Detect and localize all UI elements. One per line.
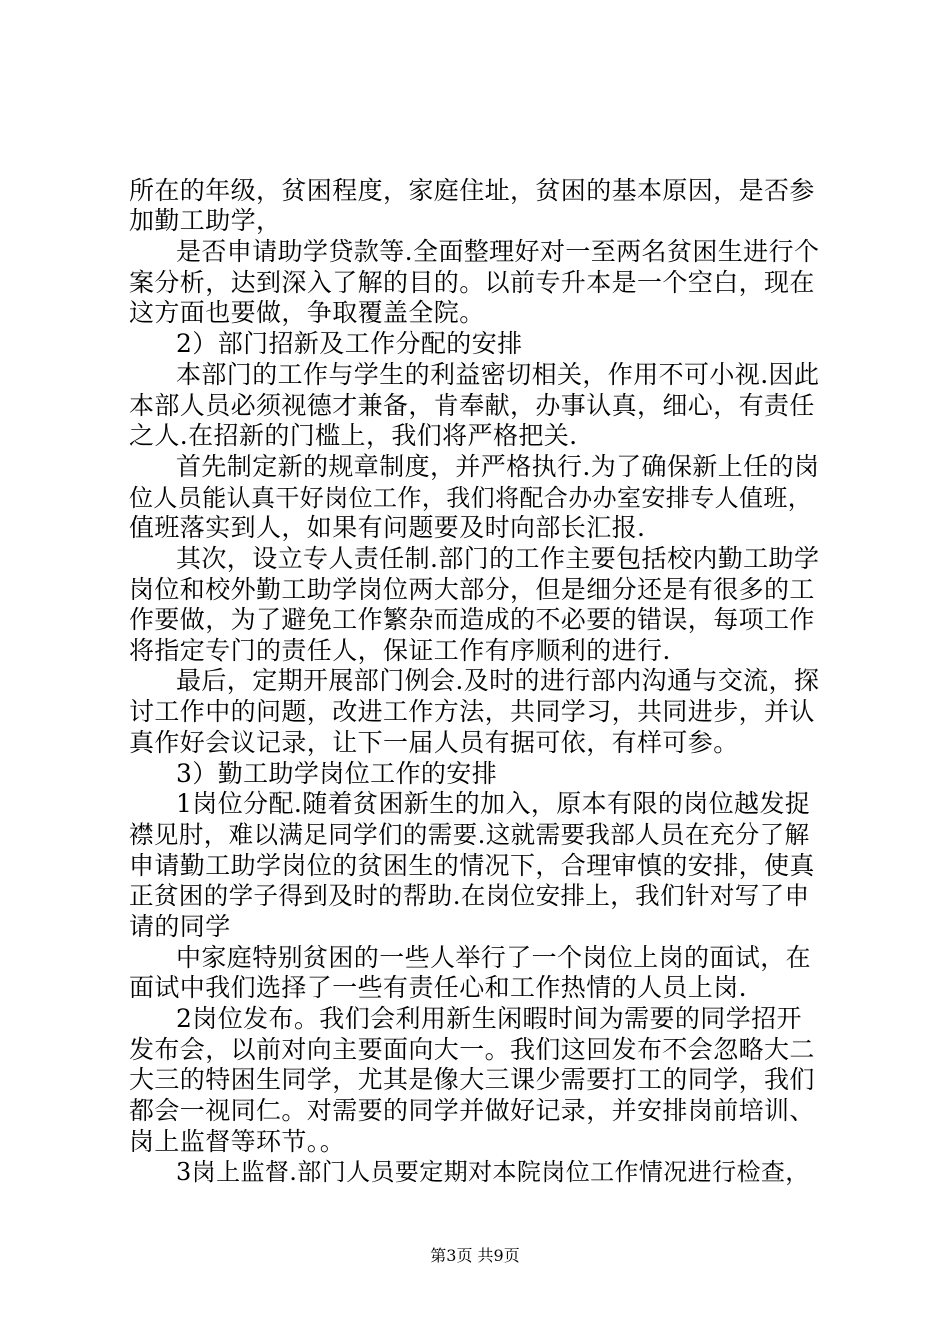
text-line: 位人员能认真干好岗位工作，我们将配合办办室安排专人值班， [129, 484, 813, 512]
text-line: 其次，设立专人责任制.部门的工作主要包括校内勤工助学 [176, 544, 820, 573]
page-footer: 第3页 共9页 [430, 1246, 520, 1265]
text-line: 真作好会议记录，让下一届人员有据可依，有样可参。 [129, 728, 739, 757]
text-line: 首先制定新的规章制度，并严格执行.为了确保新上任的岗 [176, 452, 820, 481]
text-line: 加勤工助学， [129, 206, 282, 235]
text-line: 之人.在招新的门槛上，我们将严格把关. [129, 421, 578, 450]
section-heading: 3）勤工助学岗位工作的安排 [176, 759, 498, 788]
text-line: 所在的年级，贫困程度，家庭住址，贫困的基本原因，是否参 [129, 176, 815, 205]
text-line: 值班落实到人，如果有问题要及时向部长汇报. [129, 513, 646, 542]
text-line: 岗位和校外勤工助学岗位两大部分，但是细分还是有很多的工 [129, 575, 815, 604]
section-heading: 2）部门招新及工作分配的安排 [176, 329, 523, 358]
text-line: 中家庭特别贫困的一些人举行了一个岗位上岗的面试，在 [176, 943, 812, 972]
text-line: 请的同学 [129, 912, 231, 941]
text-line: 正贫困的学子得到及时的帮助.在岗位安排上，我们针对写了申 [129, 881, 810, 910]
text-line: 2岗位发布。我们会利用新生闲暇时间为需要的同学招开 [176, 1004, 802, 1033]
text-line: 1岗位分配.随着贫困新生的加入，原本有限的岗位越发捉 [176, 789, 811, 818]
text-line: 发布会，以前对向主要面向大一。我们这回发布不会忽略大二 [129, 1035, 815, 1064]
text-line: 都会一视同仁。对需要的同学并做好记录，并安排岗前培训、 [129, 1096, 815, 1125]
text-line: 这方面也要做，争取覆盖全院。 [129, 298, 485, 327]
text-line: 面试中我们选择了一些有责任心和工作热情的人员上岗. [129, 973, 747, 1002]
text-line: 大三的特困生同学，尤其是像大三课少需要打工的同学，我们 [129, 1065, 815, 1094]
text-line: 作要做，为了避免工作繁杂而造成的不必要的错误，每项工作 [129, 605, 815, 634]
text-line: 襟见肘，难以满足同学们的需要.这就需要我部人员在充分了解 [129, 820, 810, 849]
text-line: 最后，定期开展部门例会.及时的进行部内沟通与交流，探 [176, 666, 820, 695]
text-line: 本部门的工作与学生的利益密切相关，作用不可小视.因此 [176, 360, 820, 389]
text-line: 岗上监督等环节。。 [129, 1127, 346, 1156]
text-line: 是否申请助学贷款等.全面整理好对一至两名贫困生进行个 [176, 237, 820, 266]
text-line: 本部人员必须视德才兼备，肯奉献，办事认真，细心，有责任 [129, 391, 815, 420]
text-line: 申请勤工助学岗位的贫困生的情况下，合理审慎的安排，使真 [129, 851, 815, 880]
text-line: 讨工作中的问题，改进工作方法，共同学习，共同进步，并认 [129, 697, 815, 726]
text-line: 将指定专门的责任人，保证工作有序顺利的进行. [129, 636, 671, 665]
text-line: 案分析，达到深入了解的目的。以前专升本是一个空白，现在 [129, 268, 815, 297]
text-line: 3岗上监督.部门人员要定期对本院岗位工作情况进行检查， [176, 1158, 810, 1186]
